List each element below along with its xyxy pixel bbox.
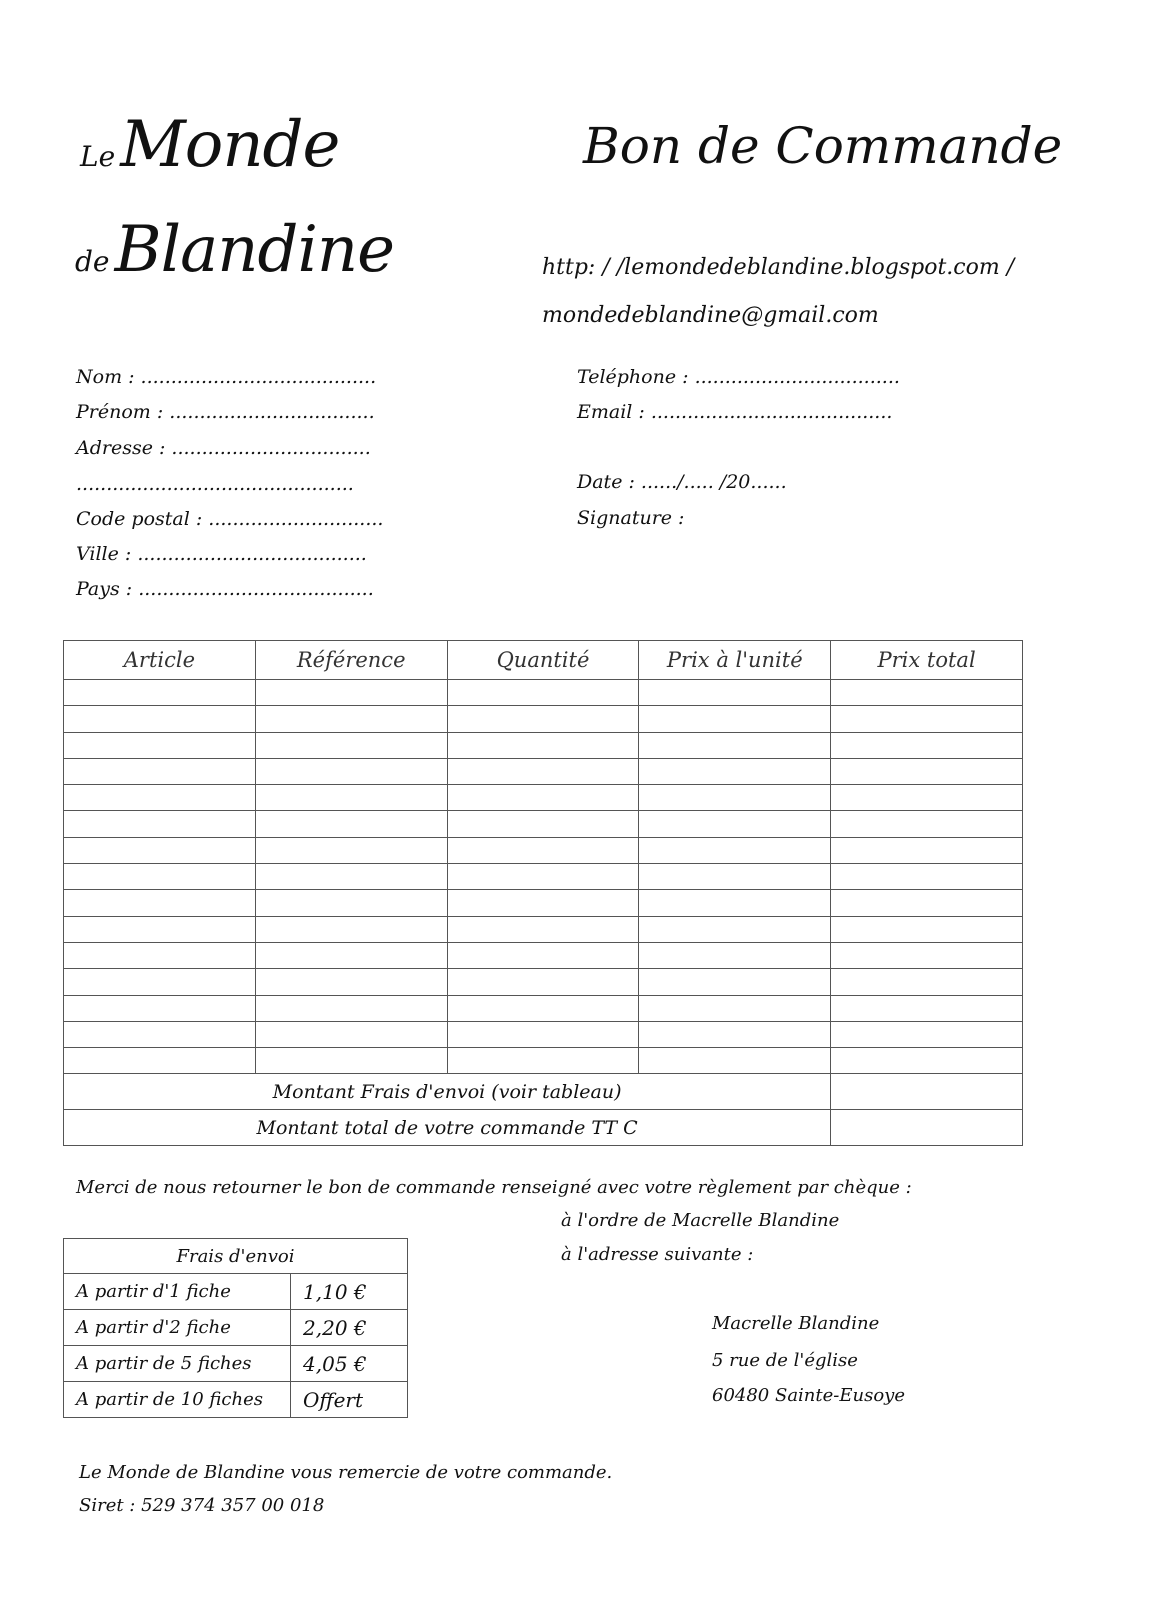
field-signature[interactable]: Signature : <box>577 507 685 529</box>
website-link[interactable]: http: / /lemondedeblandine.blogspot.com / <box>542 255 1015 280</box>
table-cell[interactable] <box>831 1021 1023 1047</box>
table-row <box>64 1310 408 1346</box>
table-cell[interactable] <box>831 1048 1023 1074</box>
table-cell[interactable] <box>831 864 1023 890</box>
shipping-fee-label: A partir d'2 fiche <box>64 1310 291 1346</box>
table-cell[interactable] <box>255 680 447 706</box>
table-cell[interactable] <box>255 864 447 890</box>
table-cell[interactable] <box>447 995 639 1021</box>
table-cell[interactable] <box>447 758 639 784</box>
table-row <box>64 1274 408 1310</box>
table-cell[interactable] <box>831 837 1023 863</box>
table-row <box>64 916 1023 942</box>
table-cell[interactable] <box>255 785 447 811</box>
table-cell[interactable] <box>255 942 447 968</box>
table-cell[interactable] <box>447 969 639 995</box>
field-code-postal[interactable]: Code postal : ............................. <box>76 508 384 530</box>
table-cell[interactable] <box>64 758 256 784</box>
table-row <box>64 942 1023 968</box>
table-cell[interactable] <box>639 890 831 916</box>
shipping-fee-label: A partir d'1 fiche <box>64 1274 291 1310</box>
table-cell[interactable] <box>64 916 256 942</box>
address-city: 60480 Sainte-Eusoye <box>712 1385 905 1406</box>
shipping-cost-row <box>64 1074 1023 1110</box>
header-quantite: Quantité <box>447 641 639 680</box>
table-cell[interactable] <box>64 680 256 706</box>
order-table-body <box>64 680 1023 1146</box>
field-adresse[interactable]: Adresse : ................................. <box>76 437 371 459</box>
table-cell[interactable] <box>64 706 256 732</box>
order-table <box>63 640 1023 1146</box>
table-cell[interactable] <box>831 680 1023 706</box>
order-total-row <box>64 1110 1023 1146</box>
table-cell[interactable] <box>639 837 831 863</box>
table-row <box>64 995 1023 1021</box>
logo-de: de <box>75 245 110 278</box>
field-pays[interactable]: Pays : ....................................... <box>76 578 374 600</box>
header-article: Article <box>64 641 256 680</box>
table-cell[interactable] <box>831 969 1023 995</box>
table-cell[interactable] <box>64 942 256 968</box>
table-row <box>64 706 1023 732</box>
table-cell[interactable] <box>447 732 639 758</box>
table-cell[interactable] <box>447 864 639 890</box>
table-cell[interactable] <box>64 837 256 863</box>
logo-blandine: Blandine <box>114 213 394 287</box>
table-cell[interactable] <box>64 890 256 916</box>
address-name: Macrelle Blandine <box>712 1313 880 1334</box>
field-telephone[interactable]: Teléphone : .................................. <box>577 366 900 388</box>
field-nom[interactable]: Nom : ....................................... <box>76 366 377 388</box>
header-prix-total: Prix total <box>831 641 1023 680</box>
address-street: 5 rue de l'église <box>712 1350 858 1371</box>
table-cell[interactable] <box>639 1048 831 1074</box>
table-cell[interactable] <box>64 811 256 837</box>
table-cell[interactable] <box>831 785 1023 811</box>
table-cell[interactable] <box>447 916 639 942</box>
table-cell[interactable] <box>639 732 831 758</box>
footer-thanks: Le Monde de Blandine vous remercie de votre commande. <box>79 1462 613 1483</box>
footer-siret: Siret : 529 374 357 00 018 <box>79 1495 325 1516</box>
shipping-fee-price: 2,20 € <box>291 1310 408 1346</box>
table-cell[interactable] <box>64 1021 256 1047</box>
table-cell[interactable] <box>255 811 447 837</box>
logo-monde: Monde <box>120 108 340 182</box>
order-total-value[interactable] <box>831 1110 1023 1146</box>
table-cell[interactable] <box>831 890 1023 916</box>
table-row <box>64 785 1023 811</box>
field-email[interactable]: Email : ........................................ <box>577 401 893 423</box>
table-cell[interactable] <box>64 995 256 1021</box>
table-cell[interactable] <box>64 969 256 995</box>
table-cell[interactable] <box>447 680 639 706</box>
table-cell[interactable] <box>447 942 639 968</box>
shipping-fees-table <box>63 1238 408 1418</box>
table-cell[interactable] <box>831 811 1023 837</box>
logo-le: Le <box>80 140 116 173</box>
table-cell[interactable] <box>64 785 256 811</box>
shipping-fees-title: Frais d'envoi <box>64 1239 408 1274</box>
table-cell[interactable] <box>255 758 447 784</box>
table-cell[interactable] <box>639 942 831 968</box>
field-prenom[interactable]: Prénom : .................................. <box>76 401 375 423</box>
table-cell[interactable] <box>639 758 831 784</box>
table-cell[interactable] <box>447 1021 639 1047</box>
table-row <box>64 811 1023 837</box>
field-ville[interactable]: Ville : ...................................... <box>76 543 367 565</box>
table-row <box>64 1048 1023 1074</box>
table-row <box>64 969 1023 995</box>
table-cell[interactable] <box>447 811 639 837</box>
order-total-label: Montant total de votre commande TT C <box>64 1110 831 1146</box>
logo-line-2 <box>75 213 394 287</box>
table-row <box>64 732 1023 758</box>
table-row <box>64 1346 408 1382</box>
table-cell[interactable] <box>831 706 1023 732</box>
table-cell[interactable] <box>639 1021 831 1047</box>
table-cell[interactable] <box>639 706 831 732</box>
table-cell[interactable] <box>639 969 831 995</box>
table-cell[interactable] <box>639 785 831 811</box>
table-cell[interactable] <box>255 732 447 758</box>
table-cell[interactable] <box>639 811 831 837</box>
table-cell[interactable] <box>255 1021 447 1047</box>
shipping-cost-label: Montant Frais d'envoi (voir tableau) <box>64 1074 831 1110</box>
table-cell[interactable] <box>447 1048 639 1074</box>
header-reference: Référence <box>255 641 447 680</box>
shipping-fee-label: A partir de 5 fiches <box>64 1346 291 1382</box>
table-row <box>64 680 1023 706</box>
field-date[interactable]: Date : ....../..... /20...... <box>577 471 787 493</box>
table-cell[interactable] <box>255 916 447 942</box>
table-cell[interactable] <box>447 890 639 916</box>
table-cell[interactable] <box>255 969 447 995</box>
table-row <box>64 864 1023 890</box>
table-cell[interactable] <box>639 864 831 890</box>
email-link[interactable]: mondedeblandine@gmail.com <box>542 303 879 328</box>
table-row <box>64 890 1023 916</box>
table-cell[interactable] <box>639 680 831 706</box>
table-cell[interactable] <box>64 732 256 758</box>
table-cell[interactable] <box>831 916 1023 942</box>
instructions-line-1: Merci de nous retourner le bon de commande renseigné avec votre règlement par chèque : <box>76 1177 912 1198</box>
table-cell[interactable] <box>255 706 447 732</box>
table-cell[interactable] <box>64 1048 256 1074</box>
instructions-line-3: à l'adresse suivante : <box>561 1244 754 1265</box>
table-cell[interactable] <box>447 706 639 732</box>
table-cell[interactable] <box>831 942 1023 968</box>
table-cell[interactable] <box>64 864 256 890</box>
table-cell[interactable] <box>831 995 1023 1021</box>
table-cell[interactable] <box>831 732 1023 758</box>
order-table-header <box>64 641 1023 680</box>
table-cell[interactable] <box>447 785 639 811</box>
table-row <box>64 1021 1023 1047</box>
table-row <box>64 1382 408 1418</box>
table-cell[interactable] <box>255 837 447 863</box>
table-cell[interactable] <box>639 995 831 1021</box>
instructions-line-2: à l'ordre de Macrelle Blandine <box>561 1210 840 1231</box>
header-prix-unite: Prix à l'unité <box>639 641 831 680</box>
table-cell[interactable] <box>639 916 831 942</box>
table-cell[interactable] <box>255 890 447 916</box>
shipping-fee-label: A partir de 10 fiches <box>64 1382 291 1418</box>
table-row <box>64 758 1023 784</box>
table-cell[interactable] <box>447 837 639 863</box>
shipping-fee-price: Offert <box>291 1382 408 1418</box>
shipping-fee-price: 1,10 € <box>291 1274 408 1310</box>
table-row <box>64 837 1023 863</box>
table-cell[interactable] <box>255 1048 447 1074</box>
shipping-cost-value[interactable] <box>831 1074 1023 1110</box>
table-cell[interactable] <box>255 995 447 1021</box>
shipping-fee-price: 4,05 € <box>291 1346 408 1382</box>
document-title: Bon de Commande <box>583 117 1063 175</box>
table-cell[interactable] <box>831 758 1023 784</box>
field-adresse-line-2[interactable]: .............................................. <box>76 473 354 495</box>
logo-line-1 <box>80 108 339 182</box>
